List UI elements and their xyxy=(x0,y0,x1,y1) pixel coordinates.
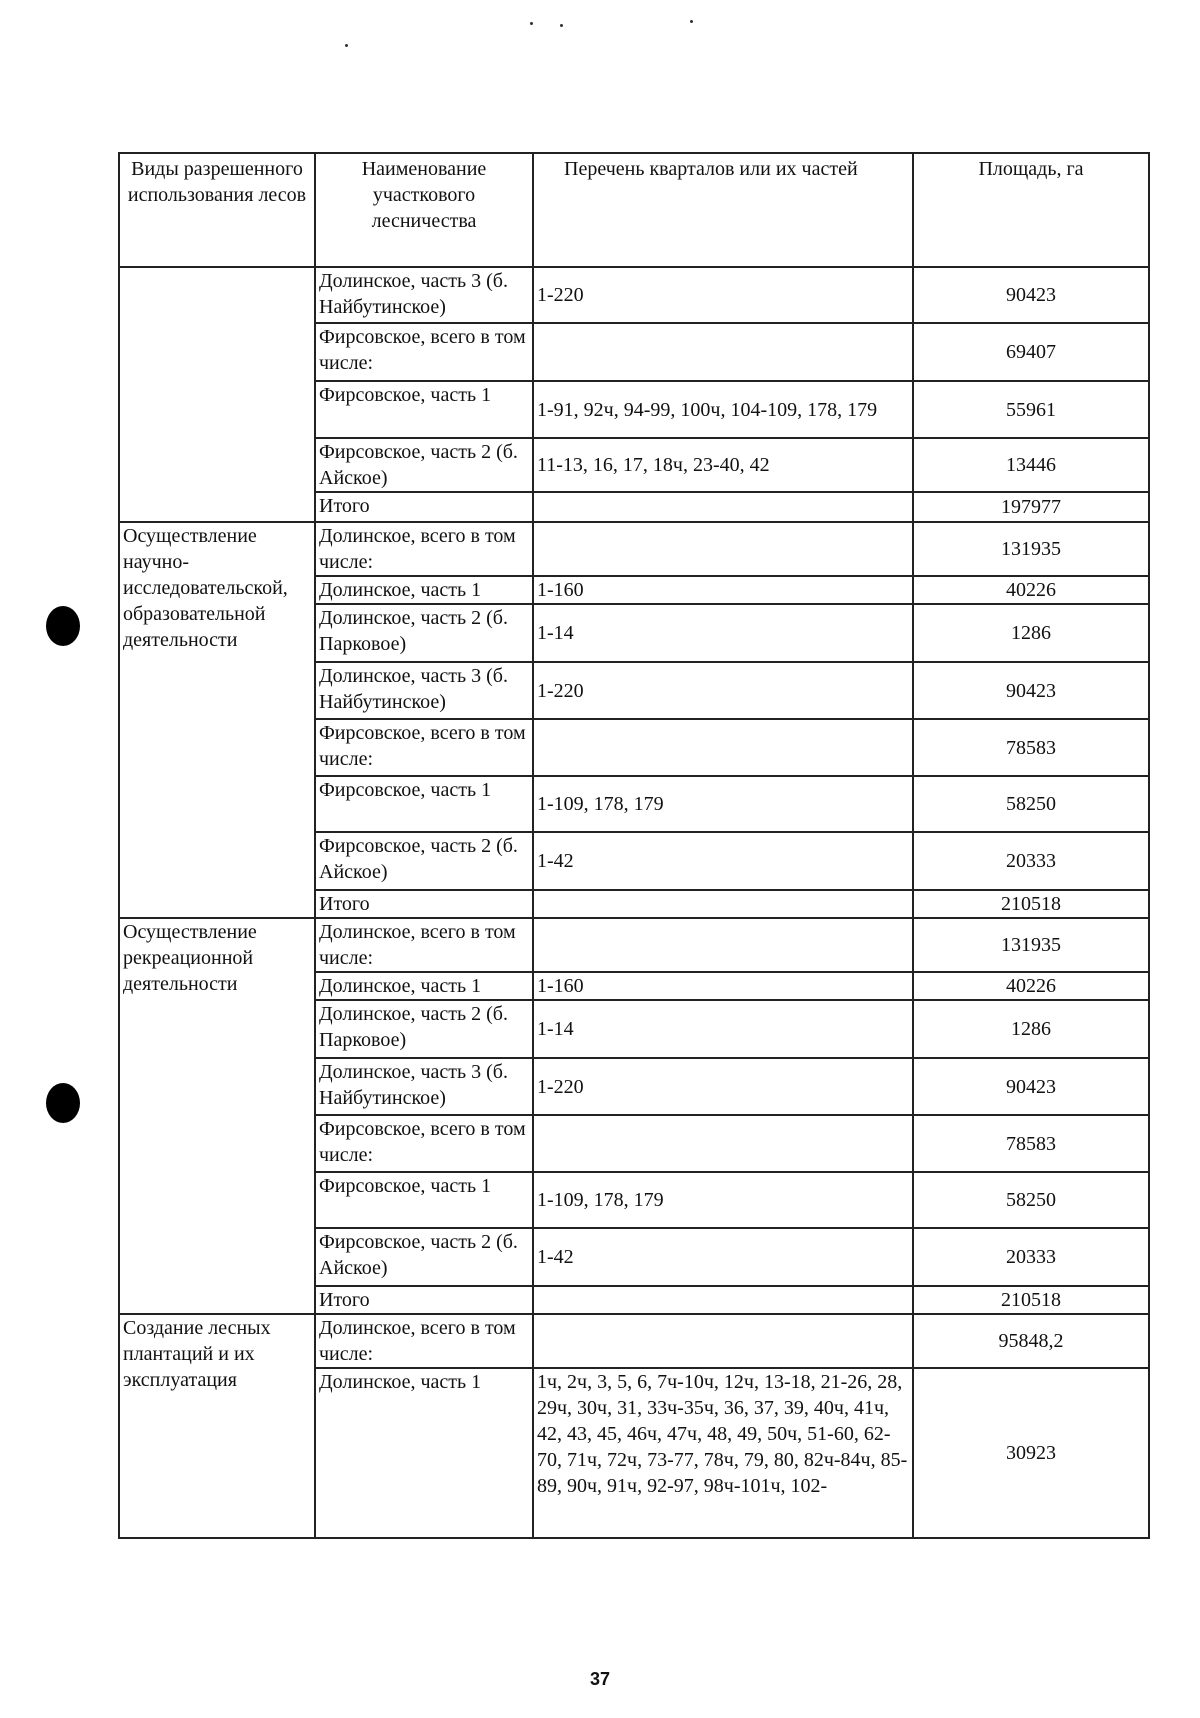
forestry-cell: Фирсовское, всего в том числе: xyxy=(315,719,533,776)
quarters-cell xyxy=(533,1286,913,1314)
table-row xyxy=(119,267,1149,323)
quarters-cell xyxy=(533,1115,913,1172)
scan-speck xyxy=(345,44,348,47)
area-cell: 210518 xyxy=(913,890,1149,918)
area-cell: 1286 xyxy=(913,604,1149,662)
quarters-cell: 1-109, 178, 179 xyxy=(533,1172,913,1228)
forestry-cell: Фирсовское, часть 2 (б. Айское) xyxy=(315,832,533,890)
page-number: 37 xyxy=(589,1669,611,1689)
forestry-cell: Итого xyxy=(315,1286,533,1314)
quarters-cell xyxy=(533,522,913,576)
scan-speck xyxy=(560,24,563,27)
table-row xyxy=(119,522,1149,576)
forestry-cell: Итого xyxy=(315,890,533,918)
area-cell: 90423 xyxy=(913,267,1149,323)
forestry-cell: Долинское, часть 2 (б. Парковое) xyxy=(315,604,533,662)
forestry-cell: Долинское, всего в том числе: xyxy=(315,1314,533,1368)
forestry-cell: Фирсовское, часть 2 (б. Айское) xyxy=(315,438,533,492)
area-cell: 20333 xyxy=(913,832,1149,890)
quarters-cell: 11-13, 16, 17, 18ч, 23-40, 42 xyxy=(533,438,913,492)
table-body xyxy=(119,267,1149,1538)
forestry-cell: Долинское, часть 2 (б. Парковое) xyxy=(315,1000,533,1058)
header-quarters: Перечень кварталов или их частей xyxy=(533,153,913,267)
forestry-cell: Долинское, часть 1 xyxy=(315,1368,533,1538)
area-cell: 95848,2 xyxy=(913,1314,1149,1368)
area-cell: 78583 xyxy=(913,1115,1149,1172)
forestry-cell: Фирсовское, всего в том числе: xyxy=(315,1115,533,1172)
quarters-cell: 1-91, 92ч, 94-99, 100ч, 104-109, 178, 179 xyxy=(533,381,913,438)
use-kind-cell: Осуществление рекреационной деятельности xyxy=(119,918,315,1314)
quarters-cell: 1-42 xyxy=(533,1228,913,1286)
forestry-cell: Фирсовское, всего в том числе: xyxy=(315,323,533,381)
forestry-cell: Долинское, часть 3 (б. Найбутинское) xyxy=(315,1058,533,1115)
table-header-row xyxy=(119,153,1149,267)
area-cell: 55961 xyxy=(913,381,1149,438)
forestry-cell: Долинское, часть 3 (б. Найбутинское) xyxy=(315,662,533,719)
area-cell: 58250 xyxy=(913,1172,1149,1228)
area-cell: 210518 xyxy=(913,1286,1149,1314)
scan-speck xyxy=(530,22,533,25)
use-kind-cell xyxy=(119,267,315,522)
forestry-cell: Фирсовское, часть 1 xyxy=(315,1172,533,1228)
header-forestry: Наименование участкового лесничества xyxy=(315,153,533,267)
area-cell: 13446 xyxy=(913,438,1149,492)
area-cell: 131935 xyxy=(913,522,1149,576)
quarters-cell xyxy=(533,1314,913,1368)
header-area: Площадь, га xyxy=(913,153,1149,267)
scan-speck xyxy=(690,20,693,23)
area-cell: 40226 xyxy=(913,576,1149,604)
quarters-cell: 1-42 xyxy=(533,832,913,890)
quarters-cell xyxy=(533,719,913,776)
quarters-cell: 1-160 xyxy=(533,972,913,1000)
area-cell: 78583 xyxy=(913,719,1149,776)
area-cell: 90423 xyxy=(913,1058,1149,1115)
header-kind: Виды разрешенного использования лесов xyxy=(119,153,315,267)
forestry-cell: Долинское, часть 1 xyxy=(315,576,533,604)
forest-use-table xyxy=(118,152,1150,1539)
forestry-cell: Долинское, всего в том числе: xyxy=(315,522,533,576)
area-cell: 58250 xyxy=(913,776,1149,832)
quarters-cell: 1-14 xyxy=(533,1000,913,1058)
area-cell: 131935 xyxy=(913,918,1149,972)
area-cell: 69407 xyxy=(913,323,1149,381)
area-cell: 1286 xyxy=(913,1000,1149,1058)
area-cell: 197977 xyxy=(913,492,1149,522)
forestry-cell: Фирсовское, часть 1 xyxy=(315,776,533,832)
use-kind-cell: Создание лесных плантаций и их эксплуатация xyxy=(119,1314,315,1538)
table-row xyxy=(119,1314,1149,1368)
quarters-cell: 1-160 xyxy=(533,576,913,604)
forestry-cell: Долинское, часть 3 (б. Найбутинское) xyxy=(315,267,533,323)
quarters-cell: 1-109, 178, 179 xyxy=(533,776,913,832)
forestry-cell: Долинское, всего в том числе: xyxy=(315,918,533,972)
quarters-cell: 1ч, 2ч, 3, 5, 6, 7ч-10ч, 12ч, 13-18, 21-26, 28, 29ч, 30ч, 31, 33ч-35ч, 36, 37, 39, 40ч, 41ч, 42, 43, 45, 46ч, 47ч, 48, 49, 50ч, 51-60, 62-70, 71ч, 72ч, 73-77, 78ч, 79, 80, 82ч-84ч, 85-89, 90ч, 91ч, 92-97, 98ч-101ч, 102- xyxy=(533,1368,913,1538)
quarters-cell: 1-220 xyxy=(533,267,913,323)
table-row xyxy=(119,918,1149,972)
forestry-cell: Фирсовское, часть 1 xyxy=(315,381,533,438)
forestry-cell: Итого xyxy=(315,492,533,522)
quarters-cell: 1-220 xyxy=(533,1058,913,1115)
area-cell: 40226 xyxy=(913,972,1149,1000)
area-cell: 30923 xyxy=(913,1368,1149,1538)
punch-hole-bottom xyxy=(46,1083,80,1123)
quarters-cell xyxy=(533,918,913,972)
area-cell: 90423 xyxy=(913,662,1149,719)
quarters-cell: 1-14 xyxy=(533,604,913,662)
forestry-cell: Долинское, часть 1 xyxy=(315,972,533,1000)
forestry-cell: Фирсовское, часть 2 (б. Айское) xyxy=(315,1228,533,1286)
quarters-cell xyxy=(533,323,913,381)
quarters-cell xyxy=(533,492,913,522)
quarters-cell: 1-220 xyxy=(533,662,913,719)
area-cell: 20333 xyxy=(913,1228,1149,1286)
quarters-cell xyxy=(533,890,913,918)
punch-hole-top xyxy=(46,606,80,646)
use-kind-cell: Осуществление научно-исследовательской, образовательной деятельности xyxy=(119,522,315,918)
